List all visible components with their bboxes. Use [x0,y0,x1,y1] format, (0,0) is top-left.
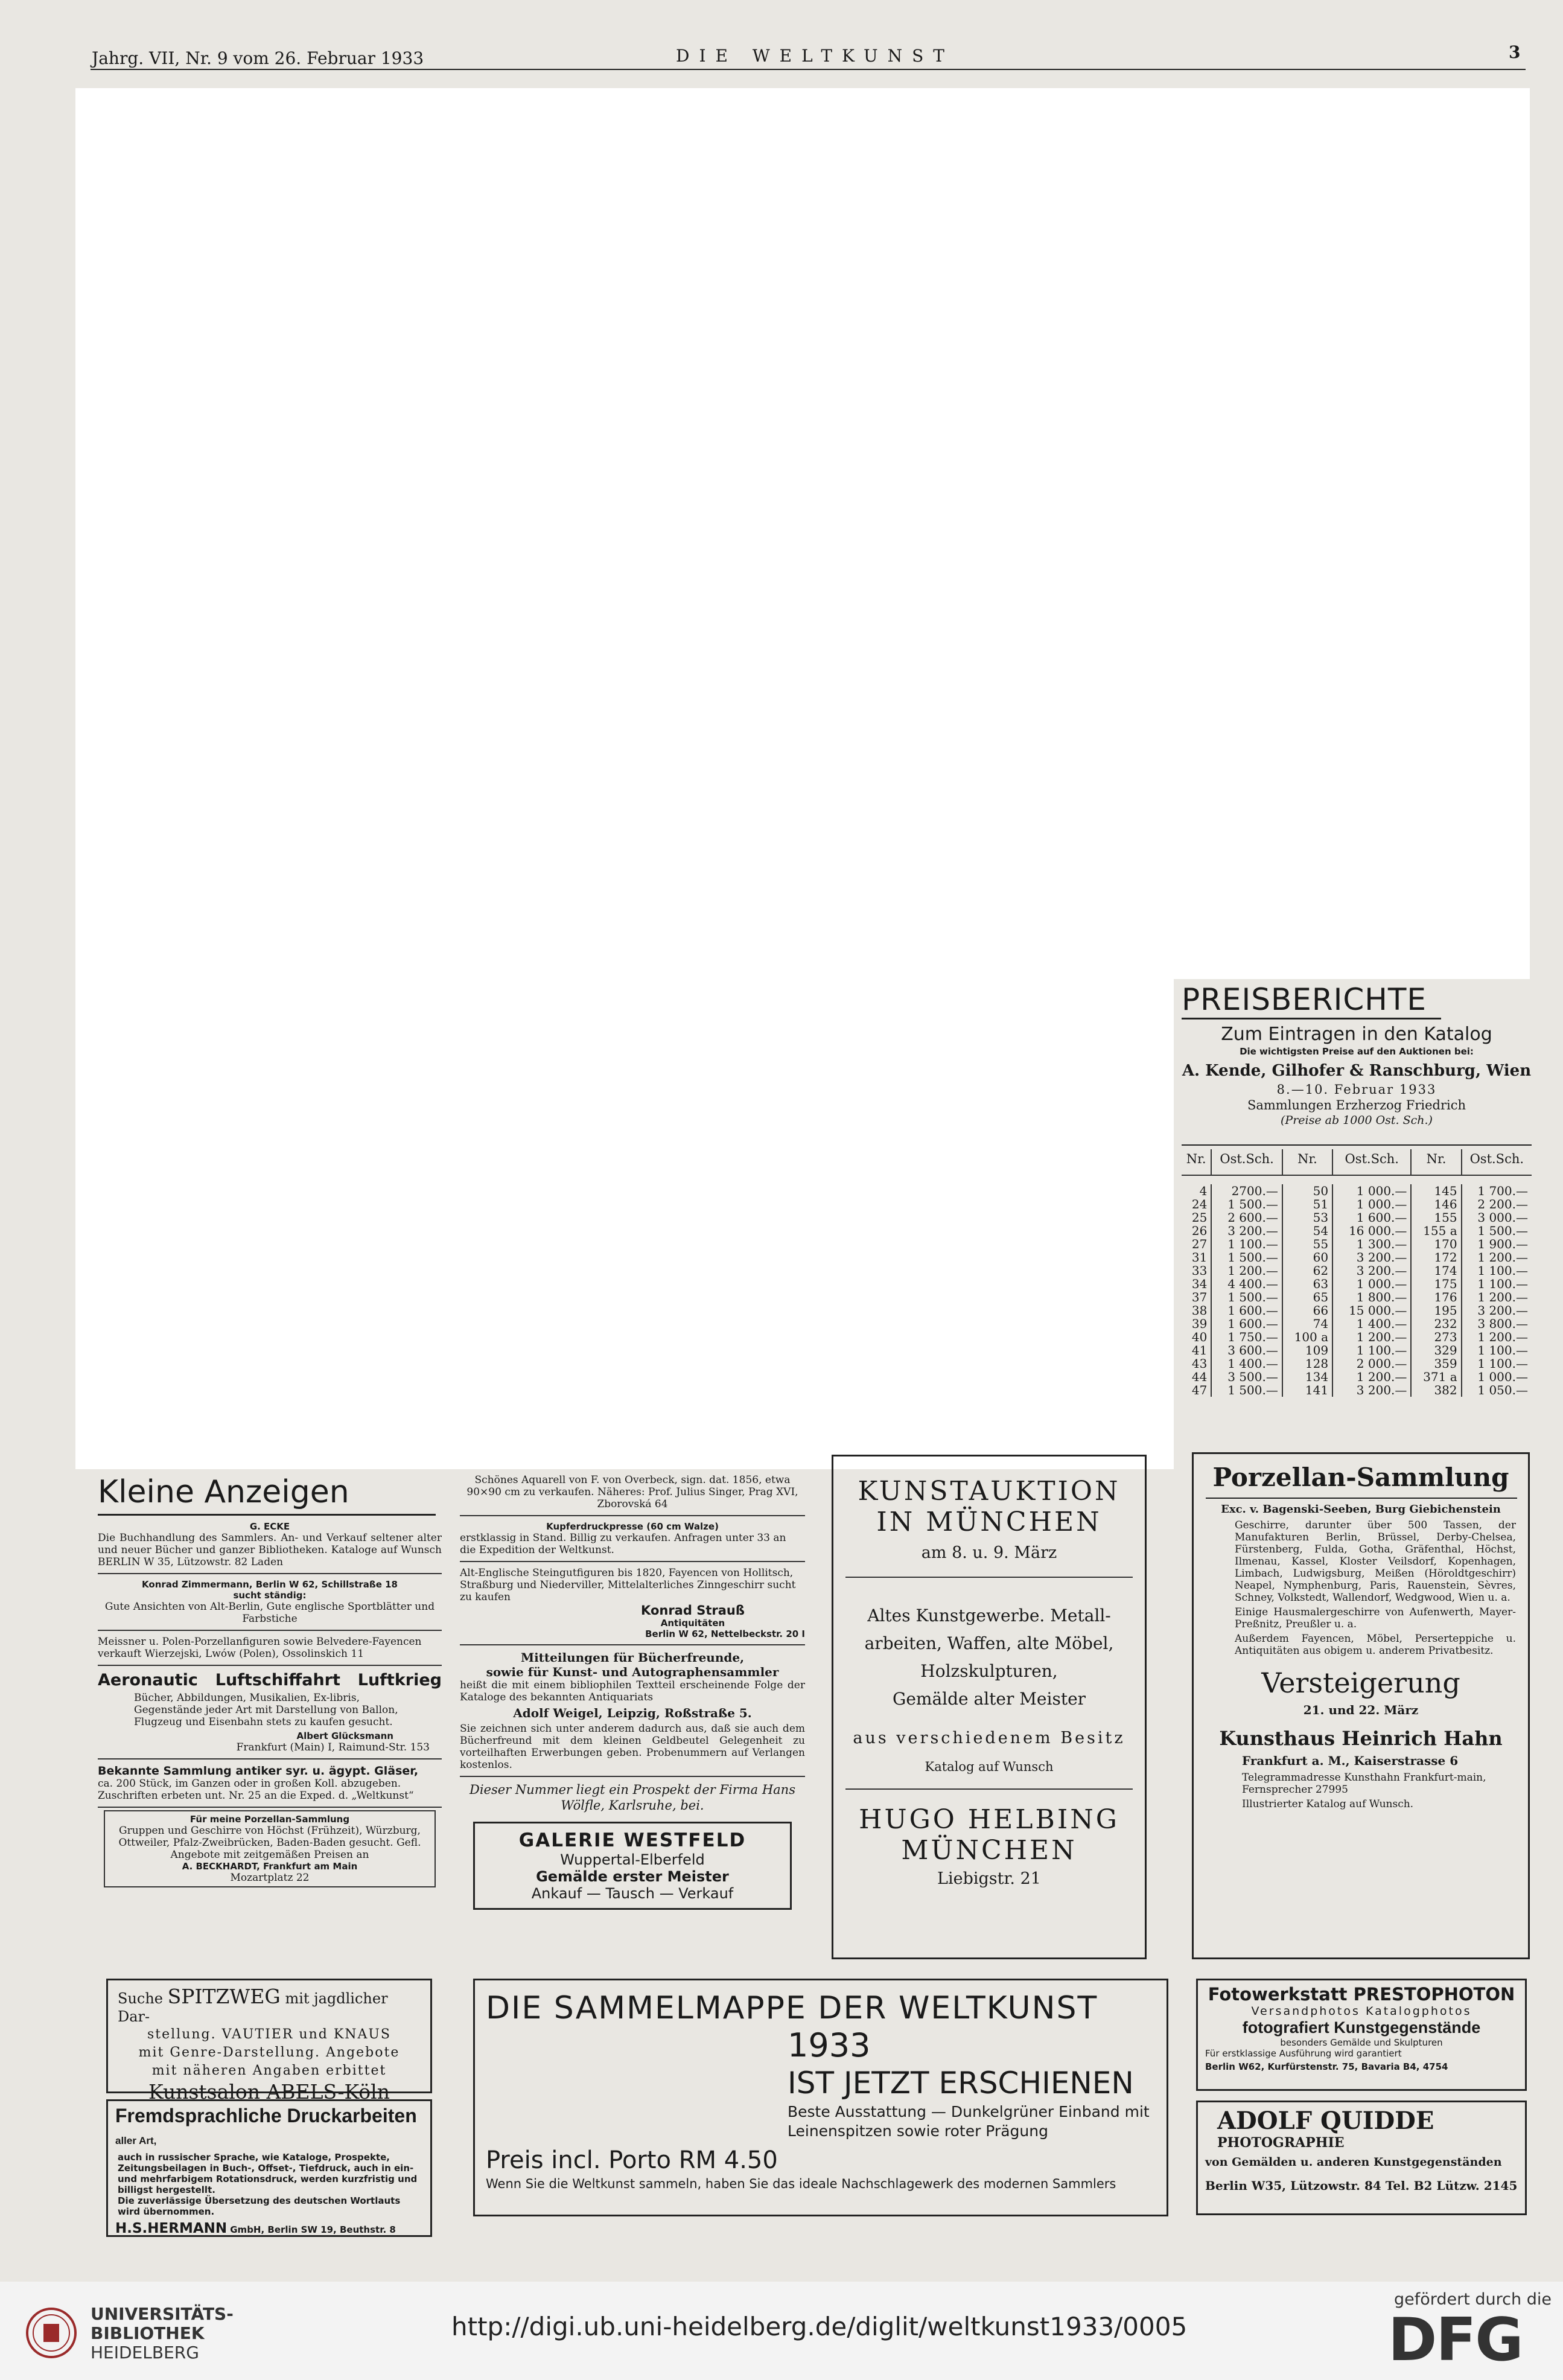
lot-number: 31 [1191,1250,1208,1265]
lot-price: 4 400.— [1211,1277,1282,1290]
column-header-price: Ost.Sch. [1211,1149,1282,1175]
lot-price: 1 200.— [1462,1290,1532,1304]
lot-price: 16 000.— [1332,1224,1411,1237]
spitzweg-name: SPITZWEG [167,1985,281,2008]
divider [460,1515,805,1516]
aquarell-ad: Schönes Aquarell von F. von Overbeck, sign. dat. 1856, etwa 90×90 cm zu verkaufen. Näheres: Prof. Julius Singer, Prag XVI, Zborovská 64 [466,1474,798,1510]
presto-l4: Für erstklassige Ausführung wird garantiert [1205,2048,1402,2059]
lot-price: 1 600.— [1211,1304,1282,1317]
lot-number: 40 [1191,1330,1208,1344]
lot-number: 174 [1411,1264,1461,1277]
aero-heading [98,1671,442,1689]
kunstauktion-item1: Altes Kunstgewerbe. Metall- [867,1606,1111,1625]
lot-number: 176 [1411,1290,1461,1304]
lot-number: 26 [1191,1223,1208,1238]
aero-text: Bücher, Abbildungen, Musikalien, Ex-libris, Gegenstände jeder Art mit Darstellung von Ballon, Flugzeug und Eisenbahn stets zu kaufen gesucht. [134,1692,398,1728]
mitt-text: heißt die mit einem bibliophilen Textteil erscheinende Folge der Kataloge des bekannten Antiquariats [460,1679,805,1703]
zimmermann-label: sucht ständig: [233,1590,307,1601]
lot-price: 1 000.— [1462,1370,1532,1383]
kunsthaus-tel: Telegrammadresse Kunsthahn Frankfurt-main, Fernsprecher 27995 [1242,1772,1486,1796]
kunstauktion-date: am 8. u. 9. März [921,1543,1057,1562]
lot-price: 1 000.— [1332,1277,1411,1290]
porzellan-title-rule [1206,1498,1517,1499]
lot-price: 1 500.— [1211,1198,1282,1211]
spitzweg-t3: mit jagdlicher Dar- [118,1990,388,2025]
lot-number: 170 [1411,1237,1461,1251]
spitzweg-suche: Suche [118,1990,163,2007]
column-header-price: Ost.Sch. [1462,1149,1532,1175]
lot-number: 41 [1191,1343,1208,1357]
mitt-title2: sowie für Kunst- und Autographensammler [486,1665,779,1679]
preisberichte-house: A. Kende, Gilhofer & Ranschburg, Wien [1182,1062,1532,1080]
druck-text: auch in russischer Sprache, wie Kataloge, Prospekte, Zeitungsbeilagen in Buch-, Offset-, Tiefdruck, auch in ein- und mehrfarbigem Rotationsdruck, werden kurzfristig und billigst hergestellt. [118,2152,418,2195]
helbing-name: HUGO HELBING [859,1804,1119,1835]
lot-number: 24 [1191,1197,1208,1211]
lot-number: 134 [1282,1370,1332,1383]
lot-price: 3 000.— [1462,1211,1532,1224]
lot-number: 62 [1282,1264,1332,1277]
lot-number: 37 [1191,1290,1208,1304]
quidde-sub: PHOTOGRAPHIE [1217,2135,1345,2151]
footer-bar [0,2282,1563,2380]
helbing-addr: Liebigstr. 21 [937,1869,1041,1888]
presto-l1: Versandphotos Katalogphotos [1251,2005,1472,2018]
lot-price: 1 200.— [1462,1251,1532,1264]
lot-number: 382 [1411,1383,1461,1397]
price-table-body [1182,1175,1532,1397]
lot-price: 3 200.— [1332,1264,1411,1277]
prestophoton-box [1196,1979,1527,2091]
middle-ads-column [460,1474,805,1910]
lot-number: 74 [1282,1317,1332,1330]
alt-englische-text: Alt-Englische Steingutfiguren bis 1820, Fayencen von Hollitsch, Straßburg und Niederviller, Mittelalterliches Zinngeschirr sucht zu kaufen [460,1567,796,1603]
lot-number: 145 [1411,1184,1461,1198]
druck-heading [115,2105,423,2152]
preisberichte-table-rule [1182,1144,1532,1146]
table-row [1182,1224,1532,1237]
porzellan-text: Geschirre, darunter über 500 Tassen, der Manufakturen Berlin, Brüssel, Derby-Chelsea, Fürstenberg, Fulda, Gotha, Gräfenthal, Höchst, Ilmenau, Kassel, Kloster Veilsdorf, Kopenhagen, Limbach, Ludwigsburg, Meißen (Höroldtgeschirr) Neapel, Nymphenburg, Paris, Rauenstein, Sèvres, Schney, Volkstedt, Wallendorf, Wedgwood, Wien u. a. [1235,1519,1516,1604]
kunstauktion-katalog: Katalog auf Wunsch [925,1759,1054,1774]
lot-number: 155 a [1411,1224,1461,1237]
lot-price: 1 100.— [1211,1237,1282,1251]
kleine-title-rule [98,1514,436,1516]
porz-text: Gruppen und Geschirre von Höchst (Frühzeit), Würzburg, Ottweiler, Pfalz-Zweibrücken, Baden-Baden gesucht. Gefl. Angebote mit zeitgemäßen Preisen an [118,1825,421,1861]
porz-addr: Mozartplatz 22 [230,1872,310,1884]
bekannte-title: Bekannte Sammlung antiker syr. u. ägypt. Gläser, [98,1764,419,1778]
table-spacer-row [1182,1175,1532,1184]
aero-name: Albert Glücksmann [296,1731,393,1741]
lot-price: 3 600.— [1211,1344,1282,1357]
table-row [1182,1344,1532,1357]
sammelmappe-foot: Wenn Sie die Weltkunst sammeln, haben Sie das ideale Nachschlagewerk des modernen Sammlers [486,2177,1116,2191]
spitzweg-line1 [118,1985,421,2026]
column-header-nr: Nr. [1411,1149,1461,1175]
bekannte-text: ca. 200 Stück, im Ganzen oder in großen Koll. abzugeben. Zuschriften erbeten unt. Nr. 25 an die Exped. d. „Weltkunst“ [98,1778,414,1802]
header-issue: Jahrg. VII, Nr. 9 vom 26. Februar 1933 [92,48,424,68]
sammelmappe-box [473,1979,1168,2216]
porzellan-owner: Exc. v. Bagenski-Seeben, Burg Giebichenstein [1221,1503,1501,1516]
lot-price: 1 050.— [1462,1383,1532,1397]
table-row [1182,1317,1532,1330]
strauss-type: Antiquitäten [660,1618,725,1629]
kunstauktion-title2: IN MÜNCHEN [876,1507,1102,1537]
sammelmappe-desc2: Leinenspitzen sowie roter Prägung [788,2122,1048,2140]
lot-number: 44 [1191,1370,1208,1384]
aero-mid: Luftschiffahrt [215,1671,340,1689]
presse-text: erstklassig in Stand. Billig zu verkaufen. Anfragen unter 33 an die Expedition der Weltkunst. [460,1532,786,1556]
price-table [1182,1149,1532,1397]
druck-addr: GmbH, Berlin SW 19, Beuthstr. 8 [230,2224,396,2235]
lot-price: 1 100.— [1462,1344,1532,1357]
lot-number: 60 [1282,1251,1332,1264]
presto-l5: Berlin W62, Kurfürstenstr. 75, Bavaria B4, 4754 [1205,2061,1448,2072]
lot-price: 1 100.— [1462,1277,1532,1290]
kunsthaus-katalog: Illustrierter Katalog auf Wunsch. [1242,1798,1414,1810]
divider [98,1807,442,1808]
funded-by-label: gefördert durch die [1394,2290,1552,2309]
weigel-text: Sie zeichnen sich unter anderem dadurch aus, daß sie auch dem Bücherfreund mit dem kleinen Geldbeutel Gelegenheit zu vorteilhaften Erwerbungen geben. Probenummern auf Verlangen kostenlos. [460,1723,805,1771]
lot-price: 1 500.— [1211,1290,1282,1304]
druck-title: Fremdsprachliche Druckarbeiten [115,2105,417,2126]
lot-price: 1 600.— [1211,1317,1282,1330]
lot-number: 50 [1282,1184,1332,1198]
helbing-city: MÜNCHEN [901,1835,1077,1866]
dfg-logo: DFG [1388,2306,1523,2375]
quidde-addr: Berlin W35, Lützowstr. 84 Tel. B2 Lützw. 2145 [1205,2178,1518,2193]
sammelmappe-sub: IST JETZT ERSCHIENEN [788,2066,1134,2101]
lot-number: 65 [1282,1290,1332,1304]
meissner-text: Meissner u. Polen-Porzellanfiguren sowie Belvedere-Fayencen verkauft Wierzejski, Lwów (Polen), Ossolinskich 11 [98,1636,422,1660]
lot-number: 155 [1411,1211,1461,1224]
sammelmappe-title: DIE SAMMELMAPPE DER WELTKUNST [486,1990,1098,2026]
druckarbeiten-box [106,2099,432,2237]
table-row [1182,1357,1532,1370]
versteigerung-title: Versteigerung [1261,1667,1460,1699]
lot-number: 141 [1282,1383,1332,1397]
kunstauktion-besitz: aus verschiedenem Besitz [853,1729,1125,1747]
uni-line1: UNIVERSITÄTS- [91,2304,234,2324]
lot-price: 1 200.— [1462,1330,1532,1344]
lot-number: 4 [1199,1184,1208,1198]
quidde-text: von Gemälden u. anderen Kunstgegenständen [1205,2155,1502,2169]
spitzweg-line3: mit Genre-Darstellung. Angebote [138,2045,400,2060]
lot-number: 273 [1411,1330,1461,1344]
porzellan-sammlung-box [1192,1452,1530,1959]
divider [845,1577,1133,1578]
lot-number: 39 [1191,1316,1208,1331]
quidde-title: ADOLF QUIDDE [1217,2107,1434,2135]
porzellan-text2: Einige Hausmalergeschirre von Aufenwerth, Mayer-Preßnitz, Preußler u. a. [1235,1606,1516,1630]
lot-number: 232 [1411,1317,1461,1330]
galerie-line: Gemälde erster Meister [536,1868,729,1885]
header-rule [91,69,1526,70]
lot-number: 54 [1282,1224,1332,1237]
spitzweg-line2: stellung. VAUTIER und KNAUS [147,2027,392,2042]
redacted-area-left [75,979,1174,1469]
lot-price: 3 200.— [1332,1251,1411,1264]
lot-number: 109 [1282,1344,1332,1357]
table-row [1182,1383,1532,1397]
price-table-header [1182,1149,1532,1175]
kunstauktion-box [832,1455,1147,1959]
table-row [1182,1237,1532,1251]
lot-number: 371 a [1411,1370,1461,1383]
lot-number: 53 [1282,1211,1332,1224]
lot-price: 1 900.— [1462,1237,1532,1251]
lot-number: 43 [1191,1356,1208,1371]
lot-price: 1 200.— [1332,1330,1411,1344]
lot-price: 1 500.— [1462,1224,1532,1237]
lot-price: 1 750.— [1211,1330,1282,1344]
lot-number: 27 [1191,1237,1208,1251]
weigel-name: Adolf Weigel, Leipzig, Roßstraße 5. [513,1706,752,1720]
divider [98,1758,442,1759]
druck-name: H.S.HERMANN [115,2221,228,2236]
lot-number: 359 [1411,1357,1461,1370]
divider [98,1630,442,1631]
spitzweg-abels: Kunstsalon ABELS-Köln [148,2080,390,2104]
preisberichte-subtitle: Zum Eintragen in den Katalog [1221,1024,1492,1045]
lot-price: 3 200.— [1462,1304,1532,1317]
quidde-box [1196,2101,1527,2215]
divider [98,1665,442,1666]
porzellan-wanted-box [104,1810,436,1887]
lot-price: 3 200.— [1332,1383,1411,1397]
column-header-nr: Nr. [1282,1149,1332,1175]
lot-price: 3 800.— [1462,1317,1532,1330]
druck-title2: aller Art, [115,2135,157,2146]
spitzweg-ad-box [106,1979,432,2104]
presto-l3: besonders Gemälde und Skulpturen [1280,2037,1443,2048]
lot-number: 128 [1282,1357,1332,1370]
kunstauktion-item3: Holzskulpturen, [920,1661,1058,1681]
preisberichte-section [1182,983,1532,1441]
galerie-city: Wuppertal-Elberfeld [560,1851,705,1868]
ecke-name: G. ECKE [249,1521,290,1532]
preisberichte-intro: Die wichtigsten Preise auf den Auktionen bei: [1240,1046,1474,1057]
porz-title: Für meine Porzellan-Sammlung [189,1814,350,1825]
preisberichte-title-rule [1182,1018,1441,1019]
lot-number: 329 [1411,1344,1461,1357]
lot-price: 1 300.— [1332,1237,1411,1251]
lot-price: 1 100.— [1332,1344,1411,1357]
table-row [1182,1277,1532,1290]
divider [460,1561,805,1562]
divider [460,1776,805,1777]
lot-price: 1 800.— [1332,1290,1411,1304]
lot-price: 1 000.— [1332,1198,1411,1211]
kunstauktion-item2: arbeiten, Waffen, alte Möbel, [864,1633,1114,1653]
porzellan-title: Porzellan-Sammlung [1212,1463,1509,1492]
lot-number: 195 [1411,1304,1461,1317]
uni-line2: BIBLIOTHEK [91,2323,205,2343]
kleine-anzeigen-section [98,1474,442,1887]
prospekt-note: Dieser Nummer liegt ein Prospekt der Firma Hans Wölfle, Karlsruhe, bei. [470,1782,795,1813]
lot-price: 1 700.— [1462,1184,1532,1198]
lot-number: 100 a [1282,1330,1332,1344]
sammelmappe-year: 1933 [788,2026,871,2064]
spitzweg-line4: mit näheren Angaben erbittet [151,2063,387,2078]
aero-left: Aeronautic [98,1671,198,1689]
university-name [91,2305,234,2362]
lot-number: 33 [1191,1263,1208,1278]
lot-price: 3 500.— [1211,1370,1282,1383]
table-row [1182,1264,1532,1277]
permalink-link[interactable]: http://digi.ub.uni-heidelberg.de/diglit/weltkunst1933/0005 [451,2312,1188,2341]
preisberichte-dates: 8.—10. Februar 1933 [1276,1082,1437,1097]
mitt-title: Mitteilungen für Bücherfreunde, [520,1650,745,1665]
preisberichte-title: PREISBERICHTE [1182,982,1427,1017]
lot-price: 1 200.— [1332,1370,1411,1383]
table-row [1182,1330,1532,1344]
lot-price: 2 000.— [1332,1357,1411,1370]
druck-company [115,2221,423,2236]
lot-number: 55 [1282,1237,1332,1251]
divider [98,1573,442,1574]
sammelmappe-price: Preis incl. Porto RM 4.50 [486,2146,778,2174]
galerie-westfeld-box [473,1822,792,1910]
lot-number: 175 [1411,1277,1461,1290]
kunsthaus-addr: Frankfurt a. M., Kaiserstrasse 6 [1242,1753,1459,1768]
lot-number: 38 [1191,1303,1208,1318]
presse-title: Kupferdruckpresse (60 cm Walze) [546,1521,719,1532]
preisberichte-note: (Preise ab 1000 Ost. Sch.) [1281,1114,1433,1127]
column-header-nr: Nr. [1182,1149,1211,1175]
table-row [1182,1370,1532,1383]
lot-price: 1 500.— [1211,1383,1282,1397]
druck-text2: Die zuverlässige Übersetzung des deutschen Wortlauts wird übernommen. [118,2195,401,2217]
lot-number: 66 [1282,1304,1332,1317]
strauss-name: Konrad Strauß [641,1603,745,1618]
lot-number: 51 [1282,1198,1332,1211]
presto-l2: fotografiert Kunstgegenstände [1242,2018,1481,2037]
column-header-price: Ost.Sch. [1332,1149,1411,1175]
lot-price: 1 600.— [1332,1211,1411,1224]
divider [460,1644,805,1645]
lot-price: 2 200.— [1462,1198,1532,1211]
lot-price: 1 200.— [1211,1264,1282,1277]
versteigerung-date: 21. und 22. März [1303,1703,1419,1717]
lot-number: 47 [1191,1383,1208,1397]
lot-number: 25 [1191,1210,1208,1225]
zimmermann-name: Konrad Zimmermann, Berlin W 62, Schillstraße 18 [142,1579,398,1590]
kunstauktion-item4: Gemälde alter Meister [892,1689,1086,1709]
lot-price: 1 400.— [1332,1317,1411,1330]
preisberichte-collection: Sammlungen Erzherzog Friedrich [1247,1098,1466,1112]
table-row [1182,1198,1532,1211]
presto-title: Fotowerkstatt PRESTOPHOTON [1208,1984,1515,2005]
table-row [1182,1211,1532,1224]
galerie-title: GALERIE WESTFELD [518,1830,746,1851]
lot-price: 1 400.— [1211,1357,1282,1370]
lot-price: 1 100.— [1462,1357,1532,1370]
zimmermann-text: Gute Ansichten von Alt-Berlin, Gute englische Sportblätter und Farbstiche [104,1601,435,1625]
kunsthaus-name: Kunsthaus Heinrich Hahn [1219,1727,1503,1750]
galerie-trade: Ankauf — Tausch — Verkauf [531,1885,734,1902]
lot-number: 63 [1282,1277,1332,1290]
table-row [1182,1290,1532,1304]
uni-line3: HEIDELBERG [91,2343,199,2362]
sammelmappe-desc1: Beste Ausstattung — Dunkelgrüner Einband mit [788,2103,1150,2120]
lot-price: 2 600.— [1211,1211,1282,1224]
table-row [1182,1251,1532,1264]
divider [845,1788,1133,1790]
lot-price: 1 500.— [1211,1251,1282,1264]
lot-number: 172 [1411,1251,1461,1264]
header-masthead: DIE WELTKUNST [676,46,954,66]
porzellan-text3: Außerdem Fayencen, Möbel, Perserteppiche u. Antiquitäten aus obigem u. anderem Privatbesitz. [1235,1633,1516,1657]
kunstauktion-title1: KUNSTAUKTION [858,1476,1121,1507]
table-row [1182,1304,1532,1317]
lot-price: 2700.— [1211,1184,1282,1198]
lot-price: 15 000.— [1332,1304,1411,1317]
kleine-anzeigen-title: Kleine Anzeigen [98,1474,349,1510]
porz-name: A. BECKHARDT, Frankfurt am Main [182,1861,358,1872]
lot-price: 1 000.— [1332,1184,1411,1198]
lot-number: 34 [1191,1277,1208,1291]
strauss-addr: Berlin W 62, Nettelbeckstr. 20 I [645,1629,805,1639]
aero-right: Luftkrieg [357,1671,442,1689]
lot-number: 146 [1411,1198,1461,1211]
university-seal-icon [24,2306,78,2360]
ecke-text: Die Buchhandlung des Sammlers. An- und Verkauf seltener alter und neuer Bücher und ganzer Bibliotheken. Kataloge auf Wunsch BERLIN W 35, Lützowstr. 82 Laden [98,1532,442,1568]
redacted-area-top [75,88,1530,979]
aero-addr: Frankfurt (Main) I, Raimund-Str. 153 [236,1741,430,1753]
table-row [1182,1184,1532,1198]
header-page-number: 3 [1509,42,1521,62]
lot-price: 1 100.— [1462,1264,1532,1277]
lot-price: 3 200.— [1211,1224,1282,1237]
